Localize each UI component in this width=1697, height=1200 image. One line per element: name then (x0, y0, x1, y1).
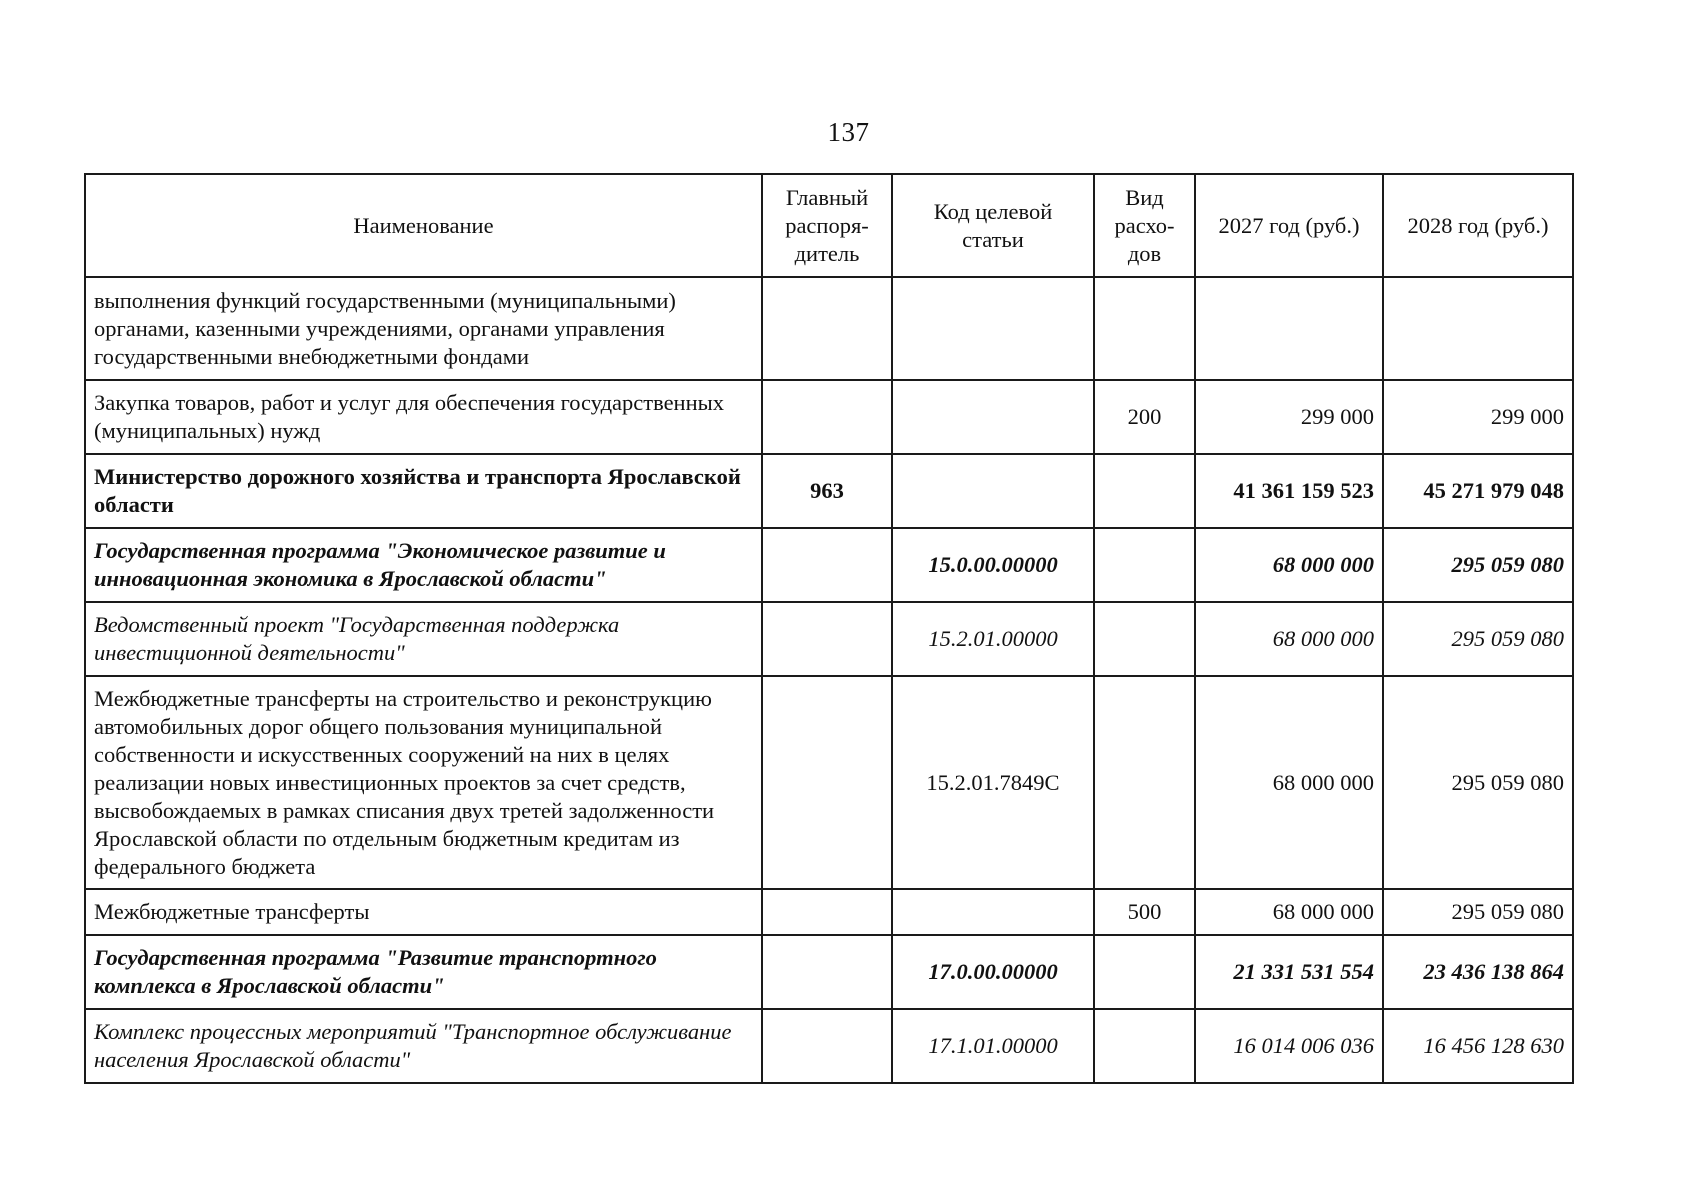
row-2027 (1195, 277, 1383, 380)
row-2027: 41 361 159 523 (1195, 454, 1383, 528)
row-manager: 963 (762, 454, 892, 528)
table-row (85, 380, 1573, 454)
row-kind (1094, 454, 1195, 528)
header-manager: Главный распоря-дитель (762, 174, 892, 277)
row-name: Межбюджетные трансферты на строительство и реконструкцию автомобильных дорог общего пользования муниципальной собственности и искусственных сооружений на них в целях реализации новых инвестиционных проектов за счет средств, высвобождаемых в рамках списания двух третей задолженности Ярославской области по отдельным бюджетным кредитам из федерального бюджета (85, 676, 762, 889)
table-row (85, 528, 1573, 602)
row-code: 15.0.00.00000 (892, 528, 1094, 602)
row-name: Межбюджетные трансферты (85, 889, 762, 935)
row-kind: 500 (1094, 889, 1195, 935)
row-2027: 299 000 (1195, 380, 1383, 454)
row-2028: 23 436 138 864 (1383, 935, 1573, 1009)
row-manager (762, 380, 892, 454)
row-kind (1094, 277, 1195, 380)
row-2027: 68 000 000 (1195, 528, 1383, 602)
row-code: 15.2.01.7849С (892, 676, 1094, 889)
row-kind (1094, 528, 1195, 602)
row-code (892, 380, 1094, 454)
row-code: 17.0.00.00000 (892, 935, 1094, 1009)
row-code (892, 454, 1094, 528)
budget-table (84, 173, 1574, 1084)
table-row (85, 935, 1573, 1009)
header-kind: Вид расхо-дов (1094, 174, 1195, 277)
table-row (85, 676, 1573, 889)
row-manager (762, 528, 892, 602)
row-manager (762, 676, 892, 889)
row-name: Закупка товаров, работ и услуг для обеспечения государственных (муниципальных) нужд (85, 380, 762, 454)
row-manager (762, 1009, 892, 1083)
header-code: Код целевой статьи (892, 174, 1094, 277)
row-manager (762, 277, 892, 380)
row-kind (1094, 935, 1195, 1009)
row-manager (762, 602, 892, 676)
header-row (85, 174, 1573, 277)
row-kind (1094, 602, 1195, 676)
row-name: Государственная программа "Экономическое развитие и инновационная экономика в Ярославской области" (85, 528, 762, 602)
row-kind (1094, 676, 1195, 889)
table-row (85, 277, 1573, 380)
table-row (85, 602, 1573, 676)
table-row (85, 1009, 1573, 1083)
table-row (85, 889, 1573, 935)
header-2028: 2028 год (руб.) (1383, 174, 1573, 277)
row-code (892, 277, 1094, 380)
row-2027: 68 000 000 (1195, 676, 1383, 889)
row-2028: 299 000 (1383, 380, 1573, 454)
row-name: Министерство дорожного хозяйства и транспорта Ярославской области (85, 454, 762, 528)
header-2027: 2027 год (руб.) (1195, 174, 1383, 277)
row-kind: 200 (1094, 380, 1195, 454)
page-number: 137 (827, 117, 870, 147)
row-2028: 295 059 080 (1383, 676, 1573, 889)
row-2028: 295 059 080 (1383, 602, 1573, 676)
row-code (892, 889, 1094, 935)
row-kind (1094, 1009, 1195, 1083)
row-2027: 68 000 000 (1195, 889, 1383, 935)
row-2028: 295 059 080 (1383, 889, 1573, 935)
row-name: Государственная программа "Развитие транспортного комплекса в Ярославской области" (85, 935, 762, 1009)
row-code: 15.2.01.00000 (892, 602, 1094, 676)
row-2028: 45 271 979 048 (1383, 454, 1573, 528)
row-code: 17.1.01.00000 (892, 1009, 1094, 1083)
row-manager (762, 935, 892, 1009)
row-name: Комплекс процессных мероприятий "Транспортное обслуживание населения Ярославской области" (85, 1009, 762, 1083)
header-name: Наименование (85, 174, 762, 277)
row-2027: 68 000 000 (1195, 602, 1383, 676)
row-2027: 16 014 006 036 (1195, 1009, 1383, 1083)
row-2028: 16 456 128 630 (1383, 1009, 1573, 1083)
row-2028 (1383, 277, 1573, 380)
row-manager (762, 889, 892, 935)
row-2028: 295 059 080 (1383, 528, 1573, 602)
row-2027: 21 331 531 554 (1195, 935, 1383, 1009)
row-name: Ведомственный проект "Государственная поддержка инвестиционной деятельности" (85, 602, 762, 676)
row-name: выполнения функций государственными (муниципальными) органами, казенными учреждениями, органами управления государственными внебюджетными фондами (85, 277, 762, 380)
table-row (85, 454, 1573, 528)
